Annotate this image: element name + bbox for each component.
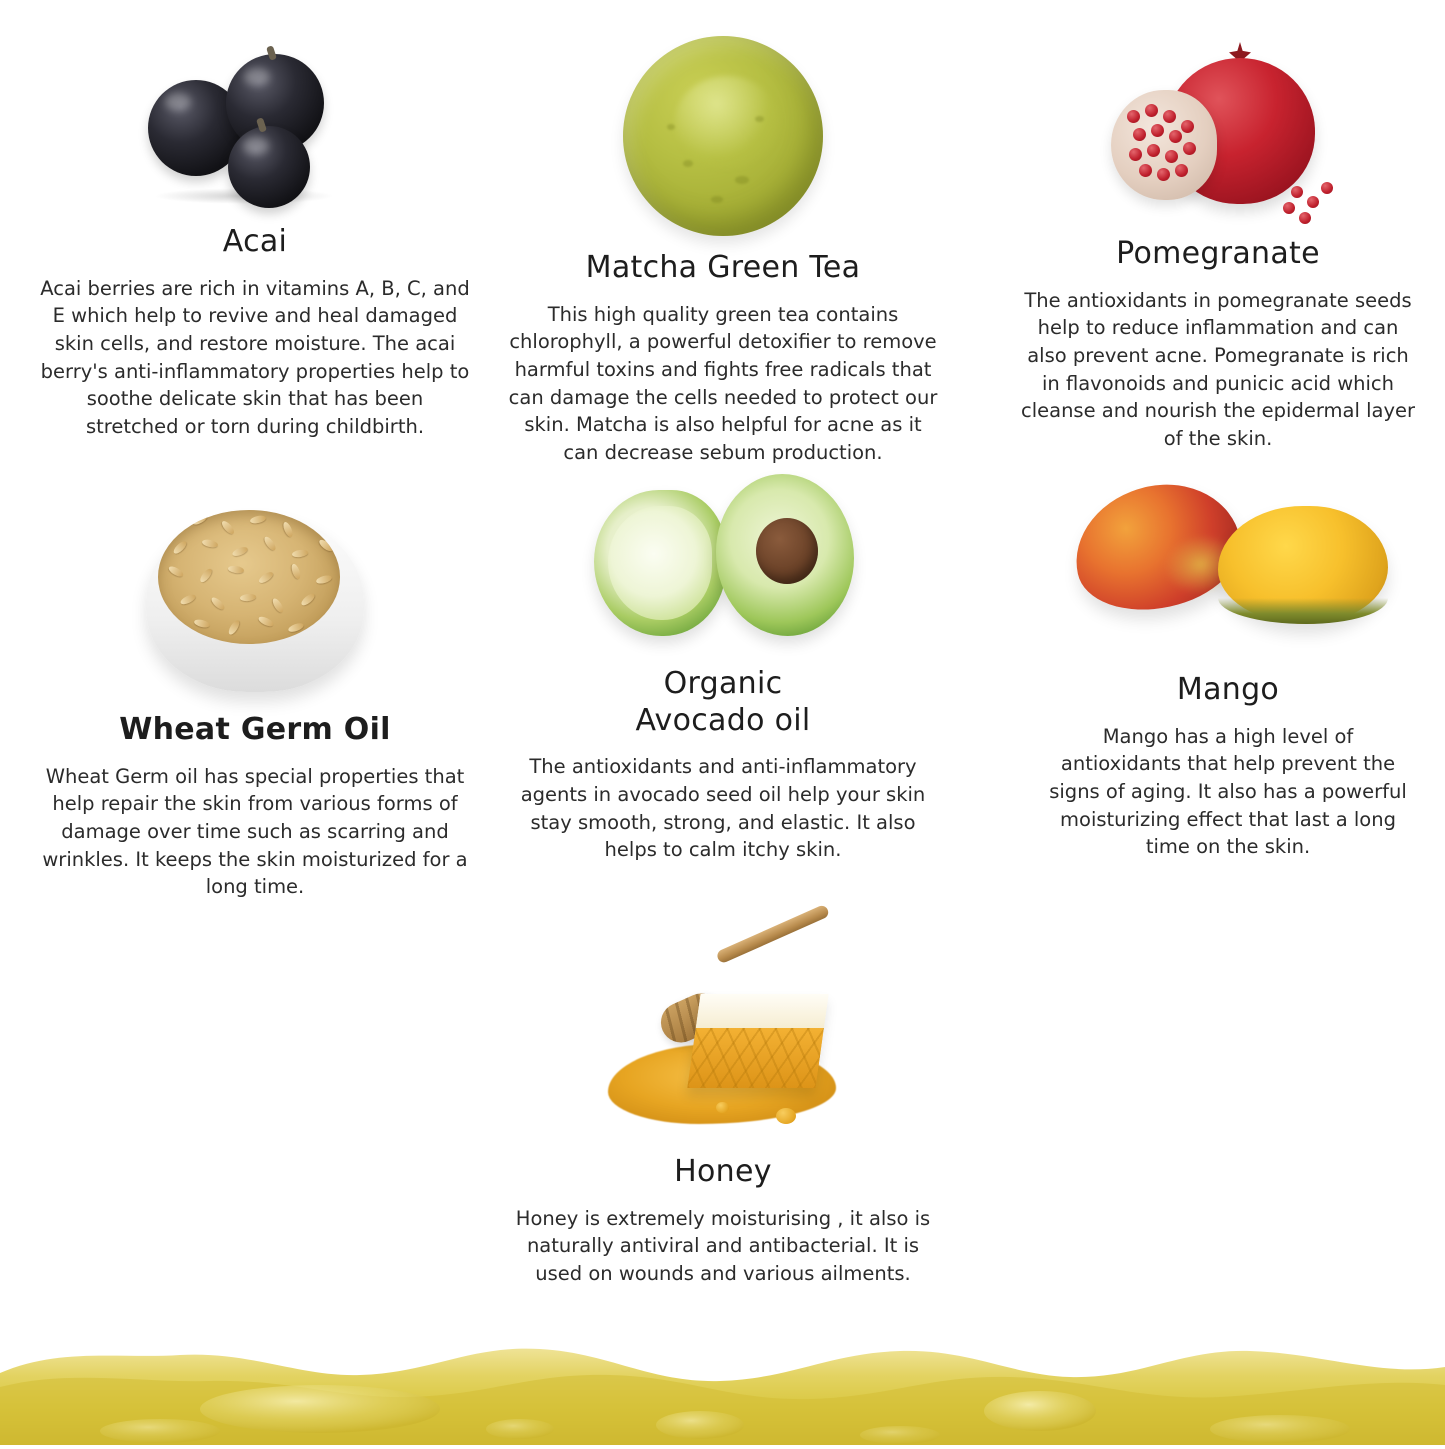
card-title-pomegranate: Pomegranate <box>1116 236 1320 271</box>
card-body-matcha: This high quality green tea contains chlorophyll, a powerful detoxifier to remove harmful toxins and fights free radicals that can damage the cells needed to protect our skin. Matcha is also helpful for acne as it can decrease sebum production. <box>508 302 938 465</box>
card-title-avocado-line1: Organic <box>663 666 783 701</box>
ingredient-card-wheat-germ-oil <box>40 498 470 901</box>
ingredient-card-acai <box>40 40 470 441</box>
card-body-honey: Honey is extremely moisturising , it also is naturally antiviral and antibacterial. It is used on wounds and various ailments. <box>515 1206 931 1285</box>
ingredient-card-mango <box>1048 462 1408 861</box>
card-title-avocado-oil <box>508 666 938 739</box>
mango-half <box>1218 506 1388 624</box>
avocado-half-left <box>594 490 726 636</box>
card-title-avocado-line2: Avocado oil <box>635 702 811 738</box>
wheat-germ-bowl-image <box>140 498 370 698</box>
acai-berries-image <box>140 40 370 210</box>
card-body-avocado-oil: The antioxidants and anti-inflammatory agents in avocado seed oil help your skin stay smooth, strong, and elastic. It also helps to calm itchy skin. <box>520 755 926 862</box>
wheat-grains <box>158 510 340 644</box>
pomegranate-cut-half <box>1111 90 1217 200</box>
card-title-matcha: Matcha Green Tea <box>585 250 861 285</box>
card-title-acai: Acai <box>222 224 288 259</box>
matcha-mound <box>675 76 779 168</box>
pomegranate-image <box>1093 36 1343 226</box>
honeycomb-dipper-image <box>598 952 848 1142</box>
card-body-pomegranate: The antioxidants in pomegranate seeds help to reduce inflammation and can also prevent acne. Pomegranate is rich in flavonoids and punicic acid which cleanse and nourish the epidermal layer of the skin. <box>1020 288 1415 451</box>
card-body-acai: Acai berries are rich in vitamins A, B, C, and E which help to revive and heal damaged skin cells, and restore moisture. The acai berry's anti-inflammatory properties help to soothe delicate skin that has been stretched or torn during childbirth. <box>40 276 470 439</box>
avocado-half-right <box>716 474 854 636</box>
card-body-wheat-germ-oil: Wheat Germ oil has special properties that help repair the skin from various forms of damage over time such as scarring and wrinkles. It keeps the skin moisturized for a long time. <box>42 764 468 899</box>
card-title-honey: Honey <box>674 1154 772 1189</box>
ingredient-card-pomegranate <box>1018 36 1418 453</box>
card-title-mango: Mango <box>1176 672 1280 707</box>
berry-shape <box>228 126 310 208</box>
ingredient-card-honey <box>508 952 938 1288</box>
honeycomb-block <box>687 994 828 1088</box>
oil-wave-decoration <box>0 1325 1445 1445</box>
matcha-powder-image <box>623 36 823 236</box>
card-title-wheat-germ-oil: Wheat Germ Oil <box>119 712 391 747</box>
avocado-pit <box>756 518 818 584</box>
card-body-mango: Mango has a high level of antioxidants that help prevent the signs of aging. It also has a powerful moisturizing effect that last a long time on the skin. <box>1049 724 1407 859</box>
honey-dipper-handle <box>715 904 830 965</box>
avocado-image <box>588 462 858 652</box>
mango-image <box>1068 462 1388 662</box>
ingredient-card-matcha <box>508 36 938 467</box>
ingredient-card-avocado-oil <box>508 462 938 864</box>
